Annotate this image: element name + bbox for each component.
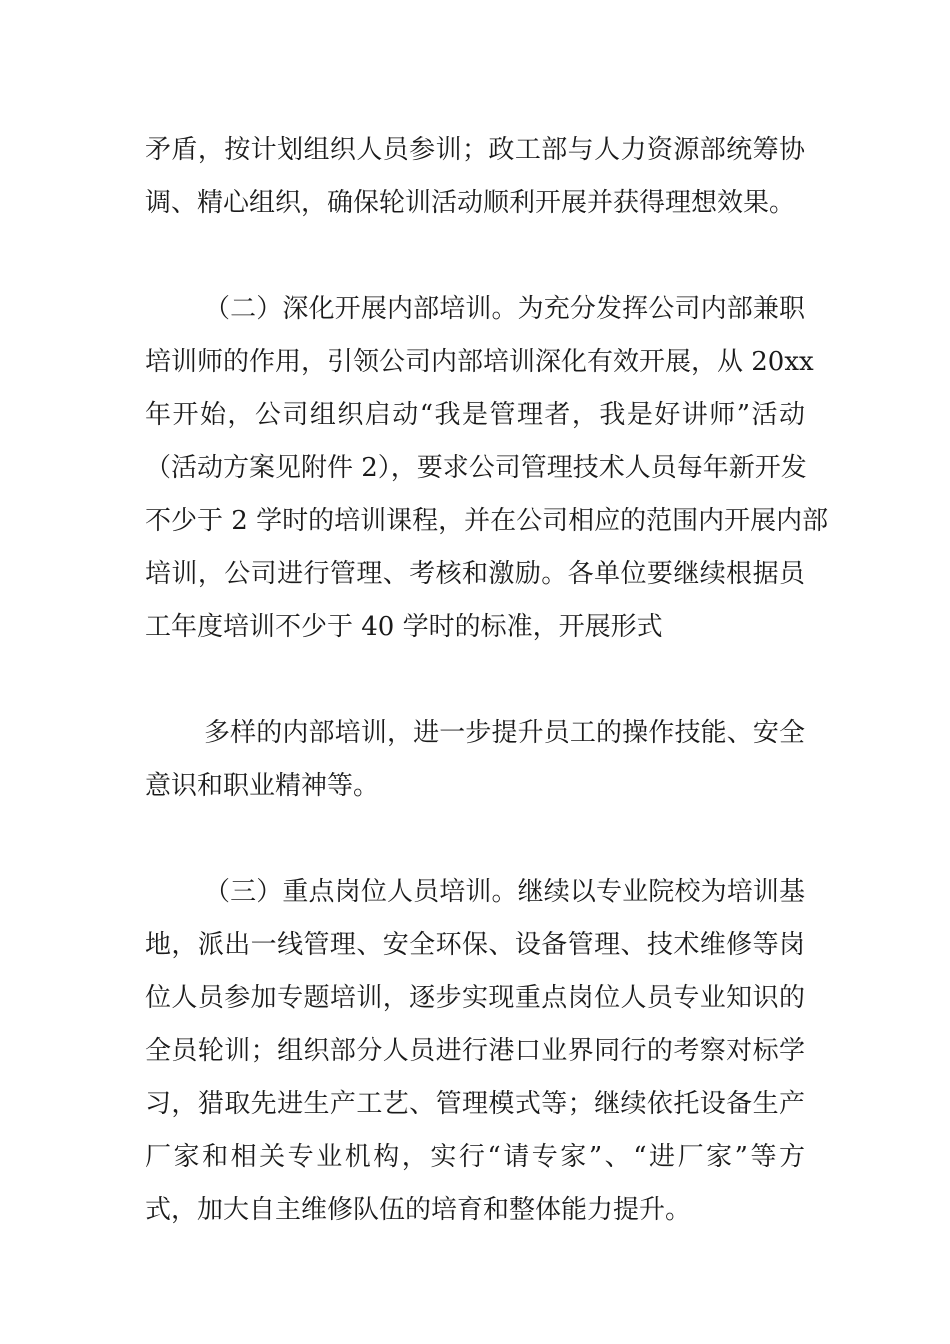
paragraph-line: 年开始，公司组织启动“我是管理者，我是好讲师”活动 xyxy=(145,400,805,430)
paragraph-line: 矛盾，按计划组织人员参训；政工部与人力资源部统筹协 xyxy=(145,135,805,165)
paragraph-line: （二）深化开展内部培训。为充分发挥公司内部兼职 xyxy=(204,294,805,324)
paragraph-line: 地，派出一线管理、安全环保、设备管理、技术维修等岗 xyxy=(145,930,805,960)
paragraph-line: 全员轮训；组织部分人员进行港口业界同行的考察对标学 xyxy=(145,1036,805,1066)
paragraph-line: 培训，公司进行管理、考核和激励。各单位要继续根据员 xyxy=(145,559,805,589)
paragraph-line: 厂家和相关专业机构，实行“请专家”、“进厂家”等方 xyxy=(145,1142,805,1172)
paragraph-line: 式，加大自主维修队伍的培育和整体能力提升。 xyxy=(145,1195,692,1225)
paragraph-line: （活动方案见附件 2），要求公司管理技术人员每年新开发 xyxy=(145,453,807,483)
paragraph-line: 不少于 2 学时的培训课程，并在公司相应的范围内开展内部 xyxy=(145,506,829,536)
paragraph-line: 多样的内部培训，进一步提升员工的操作技能、安全 xyxy=(204,718,805,748)
paragraph-line: 调、精心组织，确保轮训活动顺利开展并获得理想效果。 xyxy=(145,188,796,218)
paragraph-line: 位人员参加专题培训，逐步实现重点岗位人员专业知识的 xyxy=(145,983,805,1013)
paragraph-line: 工年度培训不少于 40 学时的标准，开展形式 xyxy=(145,612,663,642)
paragraph-line: 培训师的作用，引领公司内部培训深化有效开展，从 20xx xyxy=(145,347,814,377)
paragraph-line: （三）重点岗位人员培训。继续以专业院校为培训基 xyxy=(204,877,805,907)
paragraph-line: 习，猎取先进生产工艺、管理模式等；继续依托设备生产 xyxy=(145,1089,805,1119)
paragraph-line: 意识和职业精神等。 xyxy=(145,771,380,801)
